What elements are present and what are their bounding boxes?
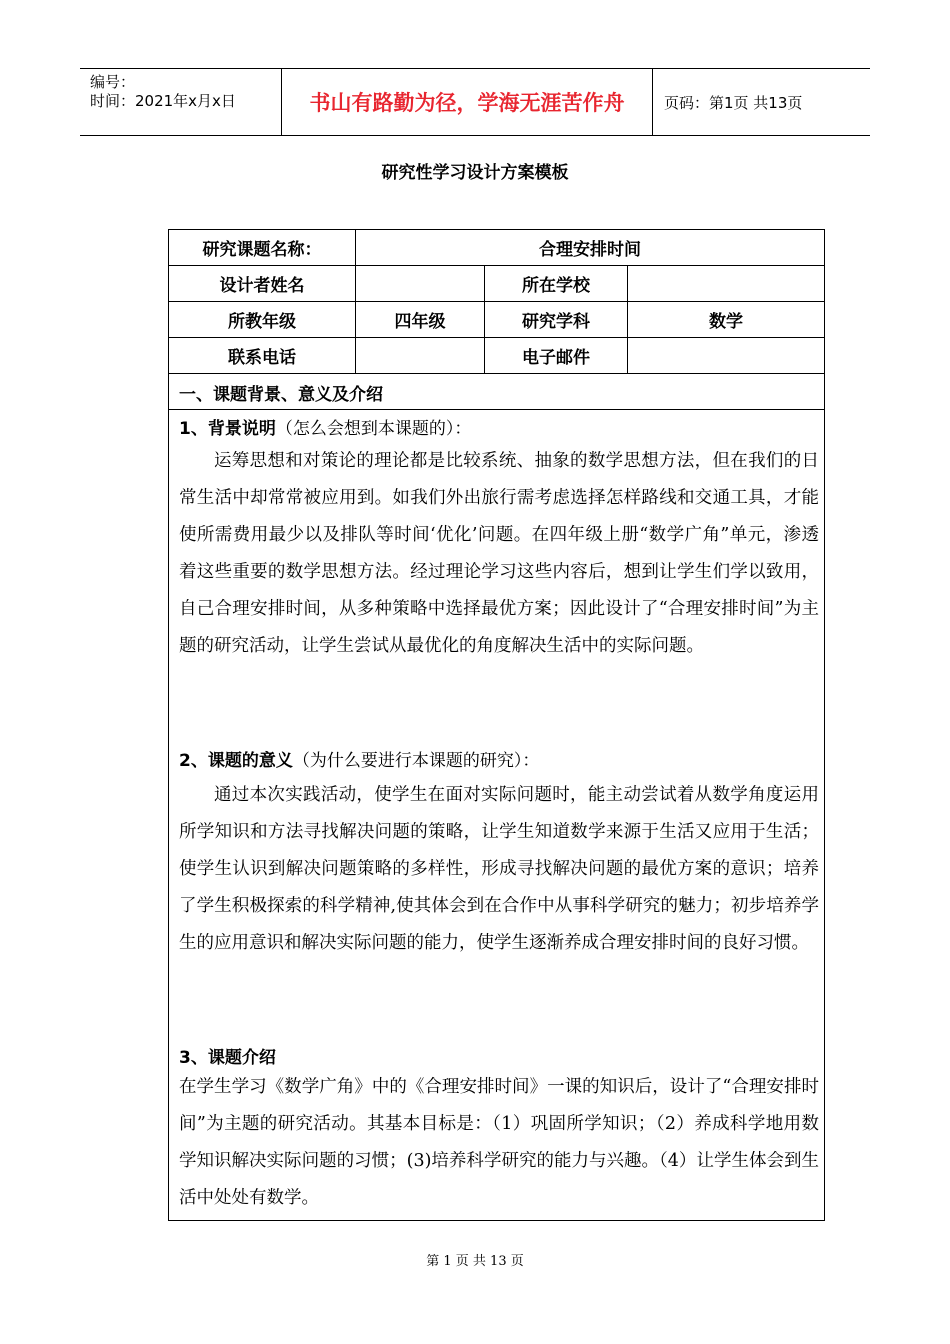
form-row-grade (169, 302, 824, 338)
header-page-info: 页码：第1页 共13页 (664, 93, 803, 112)
designer-label: 设计者姓名 (219, 276, 305, 296)
document-title: 研究性学习设计方案模板 (381, 163, 569, 183)
intro-text: 在学生学习《数学广角》中的《合理安排时间》一课的知识后，设计了“合理安排时间”为主题的研究活动。其基本目标是：（1）巩固所学知识；（2）养成科学地用数学知识解决实际问题的习惯；(3)培养科学研究的能力与兴趣。（4）让学生体会到生活中处处有数学。 (179, 1077, 819, 1208)
section1-title: 一、课题背景、意义及介绍 (179, 385, 383, 405)
intro-label: 3、课题介绍 (179, 1048, 276, 1068)
designer-value (355, 266, 484, 301)
email-value (627, 338, 824, 373)
background-label: 1、背景说明 (179, 419, 276, 439)
background-hint: （怎么会想到本课题的）： (275, 419, 472, 439)
phone-label: 联系电话 (228, 348, 296, 368)
header-number-label: 编号： (90, 73, 136, 91)
background-text: 运筹思想和对策论的理论都是比较系统、抽象的数学思想方法，但在我们的日常生活中却常常被应用到。如我们外出旅行需考虑选择怎样路线和交通工具，才能使所需费用最少以及排队等时间‘优化’问题。在四年级上册“数学广角”单元，渗透着这些重要的数学思想方法。经过理论学习这些内容后，想到让学生们学以致用，自己合理安排时间，从多种策略中选择最优方案；因此设计了“合理安排时间”为主题的研究活动，让学生尝试从最优化的角度解决生活中的实际问题。 (179, 451, 819, 656)
background-heading (179, 414, 471, 439)
form-row-designer (169, 266, 824, 302)
subject-value: 数学 (627, 302, 824, 337)
form-row-contact (169, 338, 824, 374)
phone-value (355, 338, 484, 373)
intro-heading (179, 1043, 276, 1068)
grade-label: 所教年级 (228, 312, 296, 332)
grade-value: 四年级 (355, 302, 484, 337)
page-footer: 第 1 页 共 13 页 (426, 1254, 524, 1269)
header-time: 时间：2021年x月x日 (90, 92, 236, 110)
form-row-topic (169, 230, 824, 266)
school-value (627, 266, 824, 301)
significance-label: 2、课题的意义 (179, 751, 293, 771)
email-label: 电子邮件 (484, 338, 627, 373)
school-label: 所在学校 (484, 266, 627, 301)
topic-value: 合理安排时间 (355, 230, 824, 265)
header-meta (80, 69, 280, 135)
header-motto: 书山有路勤为径，学海无涯苦作舟 (281, 69, 653, 135)
significance-heading (179, 746, 539, 771)
design-form-table (168, 229, 825, 1221)
section1-heading-row (169, 374, 824, 410)
topic-label: 研究课题名称： (202, 240, 322, 260)
significance-hint: （为什么要进行本课题的研究）： (292, 751, 540, 771)
page-header (80, 68, 870, 136)
subject-label: 研究学科 (484, 302, 627, 337)
significance-text: 通过本次实践活动，使学生在面对实际问题时，能主动尝试着从数学角度运用所学知识和方法寻找解决问题的策略，让学生知道数学来源于生活又应用于生活；使学生认识到解决问题策略的多样性，形成寻找解决问题的最优方案的意识；培养了学生积极探索的科学精神,使其体会到在合作中从事科学研究的魅力；初步培养学生的应用意识和解决实际问题的能力，使学生逐渐养成合理安排时间的良好习惯。 (179, 785, 819, 953)
